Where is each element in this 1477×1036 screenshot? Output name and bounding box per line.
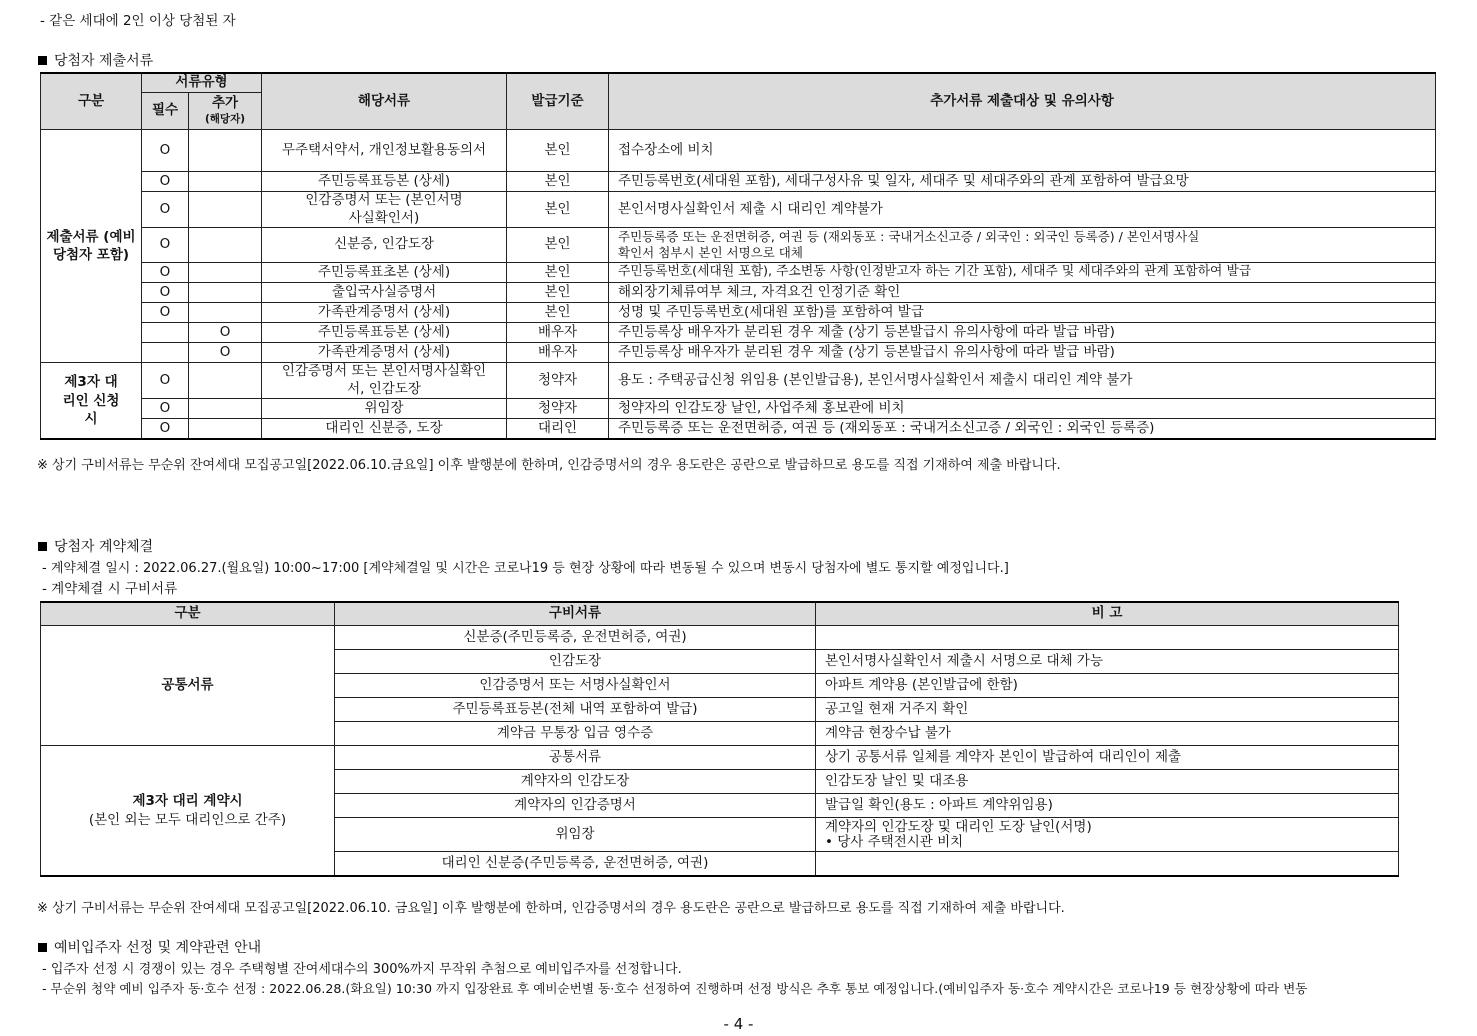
section2-title-text: 당첨자 계약체결 xyxy=(54,539,154,555)
row-additional xyxy=(189,363,262,399)
row-basis: 배우자 xyxy=(507,343,609,363)
row-document: 무주택서약서, 개인정보활용동의서 xyxy=(262,130,507,172)
row-doc: 인감증명서 또는 서명사실확인서 xyxy=(335,674,816,698)
row-basis: 배우자 xyxy=(507,323,609,343)
row-basis: 본인 xyxy=(507,263,609,283)
row-additional xyxy=(189,192,262,228)
row-note: 주민등록증 또는 운전면허증, 여권 등 (재외동포 : 국내거소신고증 / 외국인 : 외국인 등록증) / 본인서명사실확인서 첨부시 본인 서명으로 대체 xyxy=(609,228,1436,263)
row-required xyxy=(142,343,189,363)
contract-docs-line: - 계약체결 시 구비서류 xyxy=(42,581,178,597)
row-document: 주민등록표등본 (상세) xyxy=(262,323,507,343)
row-remark-line2: • 당사 주택전시관 비치 xyxy=(825,833,964,850)
section1-title xyxy=(38,50,153,70)
row-basis: 본인 xyxy=(507,172,609,192)
section3-line1: - 입주자 선정 시 경쟁이 있는 경우 주택형별 잔여세대수의 300%까지 무작위 추첨으로 예비입주자를 선정합니다. xyxy=(42,962,682,977)
header-doc-type: 서류유형 xyxy=(142,73,262,93)
header-remarks: 비 고 xyxy=(816,602,1399,626)
row-required: O xyxy=(142,172,189,192)
group-proxy-title: 제3자 대리 계약시 xyxy=(132,793,243,810)
section2-title xyxy=(38,536,153,556)
row-document: 출입국사실증명서 xyxy=(262,283,507,303)
header-additional-sub: (해당자) xyxy=(204,113,246,125)
row-required: O xyxy=(142,399,189,419)
row-note: 주민등록증 또는 운전면허증, 여권 등 (재외동포 : 국내거소신고증 / 외국인 : 외국인 등록증) xyxy=(609,419,1436,440)
row-doc: 인감도장 xyxy=(335,650,816,674)
row-required: O xyxy=(142,263,189,283)
row-remark xyxy=(816,626,1399,650)
row-additional xyxy=(189,130,262,172)
group-proxy-contract xyxy=(41,746,335,877)
row-required: O xyxy=(142,303,189,323)
row-additional: O xyxy=(189,323,262,343)
row-remark: 발급일 확인(용도 : 아파트 계약위임용) xyxy=(816,794,1399,818)
row-required: O xyxy=(142,419,189,440)
contract-date-line: - 계약체결 일시 : 2022.06.27.(월요일) 10:00~17:00 [계약체결일 및 시간은 코로나19 등 현장 상황에 따라 변동될 수 있으며 변동시 당첨자에 별도 통지할 예정입니다.] xyxy=(42,561,1009,576)
header-document: 해당서류 xyxy=(262,73,507,130)
row-doc: 계약금 무통장 입금 영수증 xyxy=(335,722,816,746)
row-required: O xyxy=(142,130,189,172)
row-document: 주민등록표등본 (상세) xyxy=(262,172,507,192)
row-basis: 청약자 xyxy=(507,363,609,399)
row-note: 주민등록상 배우자가 분리된 경우 제출 (상기 등본발급시 유의사항에 따라 발급 바람) xyxy=(609,343,1436,363)
row-document: 주민등록표초본 (상세) xyxy=(262,263,507,283)
row-doc: 공통서류 xyxy=(335,746,816,770)
square-bullet-icon xyxy=(38,56,47,65)
row-remark: 상기 공통서류 일체를 계약자 본인이 발급하여 대리인이 제출 xyxy=(816,746,1399,770)
row-note: 용도 : 주택공급신청 위임용 (본인발급용), 본인서명사실확인서 제출시 대리인 계약 불가 xyxy=(609,363,1436,399)
page-number: - 4 - xyxy=(723,1015,754,1033)
row-required: O xyxy=(142,363,189,399)
section2-footnote: ※ 상기 구비서류는 무순위 잔여세대 모집공고일[2022.06.10. 금요일] 이후 발행분에 한하며, 인감증명서의 경우 용도란은 공란으로 발급하므로 용도를 직접 기재하여 제출 바랍니다. xyxy=(37,901,1065,916)
row-document: 대리인 신분증, 도장 xyxy=(262,419,507,440)
row-remark: 본인서명사실확인서 제출시 서명으로 대체 가능 xyxy=(816,650,1399,674)
header-notes: 추가서류 제출대상 및 유의사항 xyxy=(609,73,1436,130)
top-line: - 같은 세대에 2인 이상 당첨된 자 xyxy=(40,13,236,29)
header-issue-basis: 발급기준 xyxy=(507,73,609,130)
row-note: 주민등록번호(세대원 포함), 주소변동 사항(인정받고자 하는 기간 포함), 세대주 및 세대주와의 관계 포함하여 발급 xyxy=(609,263,1436,283)
header-docs: 구비서류 xyxy=(335,602,816,626)
row-doc: 계약자의 인감증명서 xyxy=(335,794,816,818)
row-additional xyxy=(189,283,262,303)
row-remark-line1: 계약자의 인감도장 및 대리인 도장 날인(서명) xyxy=(825,819,1092,836)
row-doc: 대리인 신분증(주민등록증, 운전면허증, 여권) xyxy=(335,852,816,877)
row-required: O xyxy=(142,192,189,228)
row-additional: O xyxy=(189,343,262,363)
contract-docs-table xyxy=(40,601,1399,877)
group-common-docs: 공통서류 xyxy=(41,626,335,746)
row-document: 인감증명서 또는 (본인서명사실확인서) xyxy=(262,192,507,228)
row-basis: 본인 xyxy=(507,192,609,228)
row-document: 위임장 xyxy=(262,399,507,419)
section3-title-text: 예비입주자 선정 및 계약관련 안내 xyxy=(54,940,262,956)
row-additional xyxy=(189,263,262,283)
row-note: 주민등록상 배우자가 분리된 경우 제출 (상기 등본발급시 유의사항에 따라 발급 바람) xyxy=(609,323,1436,343)
row-document: 인감증명서 또는 본인서명사실확인서, 인감도장 xyxy=(262,363,507,399)
row-required: O xyxy=(142,228,189,263)
section1-title-text: 당첨자 제출서류 xyxy=(54,53,154,69)
square-bullet-icon xyxy=(38,542,47,551)
row-additional xyxy=(189,172,262,192)
row-note: 해외장기체류여부 체크, 자격요건 인정기준 확인 xyxy=(609,283,1436,303)
header-required: 필수 xyxy=(142,93,189,130)
row-basis: 본인 xyxy=(507,303,609,323)
row-remark xyxy=(816,852,1399,877)
row-additional xyxy=(189,399,262,419)
square-bullet-icon xyxy=(38,943,47,952)
group-proxy-subtitle: (본인 외는 모두 대리인으로 간주) xyxy=(88,811,287,828)
row-doc: 신분증(주민등록증, 운전면허증, 여권) xyxy=(335,626,816,650)
row-basis: 본인 xyxy=(507,130,609,172)
row-remark: 아파트 계약용 (본인발급에 한함) xyxy=(816,674,1399,698)
section3-title xyxy=(38,937,261,957)
row-note: 접수장소에 비치 xyxy=(609,130,1436,172)
row-basis: 본인 xyxy=(507,228,609,263)
row-doc: 주민등록표등본(전체 내역 포함하여 발급) xyxy=(335,698,816,722)
group-proxy: 제3자 대리인 신청시 xyxy=(41,363,142,440)
row-doc: 계약자의 인감도장 xyxy=(335,770,816,794)
header-category: 구분 xyxy=(41,602,335,626)
section3-line2: - 무순위 청약 예비 입주자 동·호수 선정 : 2022.06.28.(화요일) 10:30 까지 입장완료 후 예비순번별 동·호수 선정하여 진행하며 선정 방식은 추후 통보 예정입니다.(예비입주자 동·호수 계약시간은 코로나19 등 현장상황에 따라 변동 xyxy=(42,981,1308,996)
row-required xyxy=(142,323,189,343)
row-basis: 본인 xyxy=(507,283,609,303)
row-remark: 계약금 현장수납 불가 xyxy=(816,722,1399,746)
submission-docs-table xyxy=(40,72,1436,440)
row-required: O xyxy=(142,283,189,303)
row-remark: 공고일 현재 거주지 확인 xyxy=(816,698,1399,722)
row-document: 가족관계증명서 (상세) xyxy=(262,303,507,323)
section1-footnote: ※ 상기 구비서류는 무순위 잔여세대 모집공고일[2022.06.10.금요일] 이후 발행분에 한하며, 인감증명서의 경우 용도란은 공란으로 발급하므로 용도를 직접 기재하여 제출 바랍니다. xyxy=(37,458,1061,473)
header-additional-label: 추가 xyxy=(211,95,239,112)
row-additional xyxy=(189,303,262,323)
row-document: 가족관계증명서 (상세) xyxy=(262,343,507,363)
row-note: 성명 및 주민등록번호(세대원 포함)를 포함하여 발급 xyxy=(609,303,1436,323)
row-basis: 청약자 xyxy=(507,399,609,419)
row-additional xyxy=(189,419,262,440)
header-additional xyxy=(189,93,262,130)
row-doc: 위임장 xyxy=(335,818,816,852)
row-remark xyxy=(816,818,1399,852)
row-note: 청약자의 인감도장 날인, 사업주체 홍보관에 비치 xyxy=(609,399,1436,419)
group-submission: 제출서류 (예비당첨자 포함) xyxy=(41,130,142,363)
row-document: 신분증, 인감도장 xyxy=(262,228,507,263)
row-remark: 인감도장 날인 및 대조용 xyxy=(816,770,1399,794)
row-additional xyxy=(189,228,262,263)
row-note: 본인서명사실확인서 제출 시 대리인 계약불가 xyxy=(609,192,1436,228)
header-category: 구분 xyxy=(41,73,142,130)
row-note: 주민등록번호(세대원 포함), 세대구성사유 및 일자, 세대주 및 세대주와의 관계 포함하여 발급요망 xyxy=(609,172,1436,192)
row-basis: 대리인 xyxy=(507,419,609,440)
